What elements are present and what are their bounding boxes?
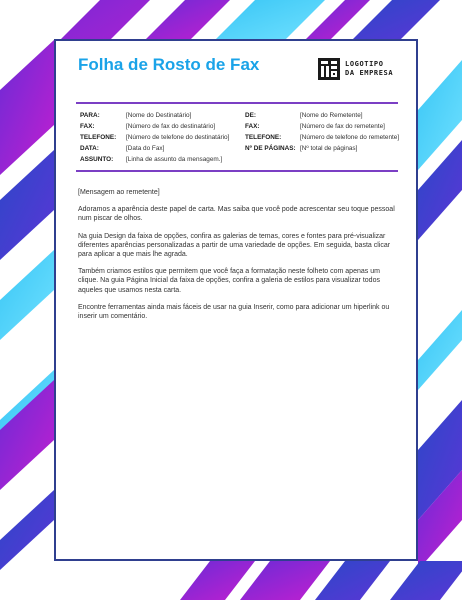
sender-phone-label: TELEFONE: bbox=[245, 134, 282, 141]
stripe bbox=[180, 561, 255, 600]
page-title: Folha de Rosto de Fax bbox=[78, 55, 260, 74]
subject-value[interactable]: [Linha de assunto da mensagem.] bbox=[126, 156, 223, 163]
pages-value[interactable]: [Nº total de páginas] bbox=[300, 145, 358, 152]
sender-fax-value[interactable]: [Número de fax do remetente] bbox=[300, 123, 385, 130]
date-value[interactable]: [Data do Fax] bbox=[126, 145, 165, 152]
logo-line-2: DA EMPRESA bbox=[345, 69, 394, 77]
divider-bottom bbox=[76, 170, 398, 172]
message-paragraph: Na guia Design da faixa de opções, confira as galerias de temas, cores e fontes para pré-visualizar diferentes aparências personalizadas a partir de uma variedade de opções. Em seguida, basta clicar para aplicar a que mais lhe agrada. bbox=[78, 232, 391, 259]
sender-phone-value[interactable]: [Número de telefone do remetente] bbox=[300, 134, 400, 141]
stripe bbox=[240, 561, 330, 600]
stripe bbox=[390, 561, 462, 600]
logo-mark-icon bbox=[318, 58, 340, 80]
subject-label: ASSUNTO: bbox=[80, 156, 114, 163]
stripe bbox=[0, 250, 54, 340]
stripe bbox=[0, 40, 54, 175]
from-label: DE: bbox=[245, 112, 257, 119]
stripe bbox=[0, 490, 54, 570]
phone-label: TELEFONE: bbox=[80, 134, 117, 141]
stripe bbox=[418, 310, 462, 390]
message-paragraph: Também criamos estilos que permitem que você faça a formatação neste folheto com apenas um clique. Na guia Página Inicial da faixa de opções, confira a galeria de estilos para visualizar todos aqueles que usamos nesta carta. bbox=[78, 268, 380, 294]
logo-text bbox=[345, 60, 407, 78]
fax-value[interactable]: [Número de fax do destinatário] bbox=[126, 123, 216, 130]
stripe bbox=[315, 561, 390, 600]
message-paragraph: Adoramos a aparência deste papel de carta. Mas saiba que você pode acrescentar seu toque pessoal num piscar de olhos. bbox=[78, 206, 395, 223]
message-greeting: [Mensagem ao remetente] bbox=[78, 189, 160, 196]
from-value[interactable]: [Nome do Remetente] bbox=[300, 112, 363, 119]
fax-label: FAX: bbox=[80, 123, 95, 130]
message-body[interactable] bbox=[78, 188, 398, 329]
message-paragraph: Encontre ferramentas ainda mais fáceis de usar na guia Inserir, como para adicionar um hiperlink ou inserir um comentário. bbox=[78, 303, 390, 321]
sender-fax-label: FAX: bbox=[245, 123, 260, 130]
date-label: DATA: bbox=[80, 145, 99, 152]
fax-cover-sheet bbox=[54, 39, 418, 561]
stripe bbox=[215, 0, 325, 40]
fax-fields bbox=[80, 110, 398, 168]
stripe bbox=[352, 0, 440, 40]
pages-label: Nº DE PÁGINAS: bbox=[245, 145, 296, 152]
to-value[interactable]: [Nome do Destinatário] bbox=[126, 112, 192, 119]
to-label: PARA: bbox=[80, 112, 100, 119]
divider-top bbox=[76, 102, 398, 104]
company-logo bbox=[318, 58, 407, 80]
logo-line-1: LOGOTIPO bbox=[345, 60, 384, 68]
phone-value[interactable]: [Número de telefone do destinatário] bbox=[126, 134, 230, 141]
stripe bbox=[145, 0, 230, 40]
